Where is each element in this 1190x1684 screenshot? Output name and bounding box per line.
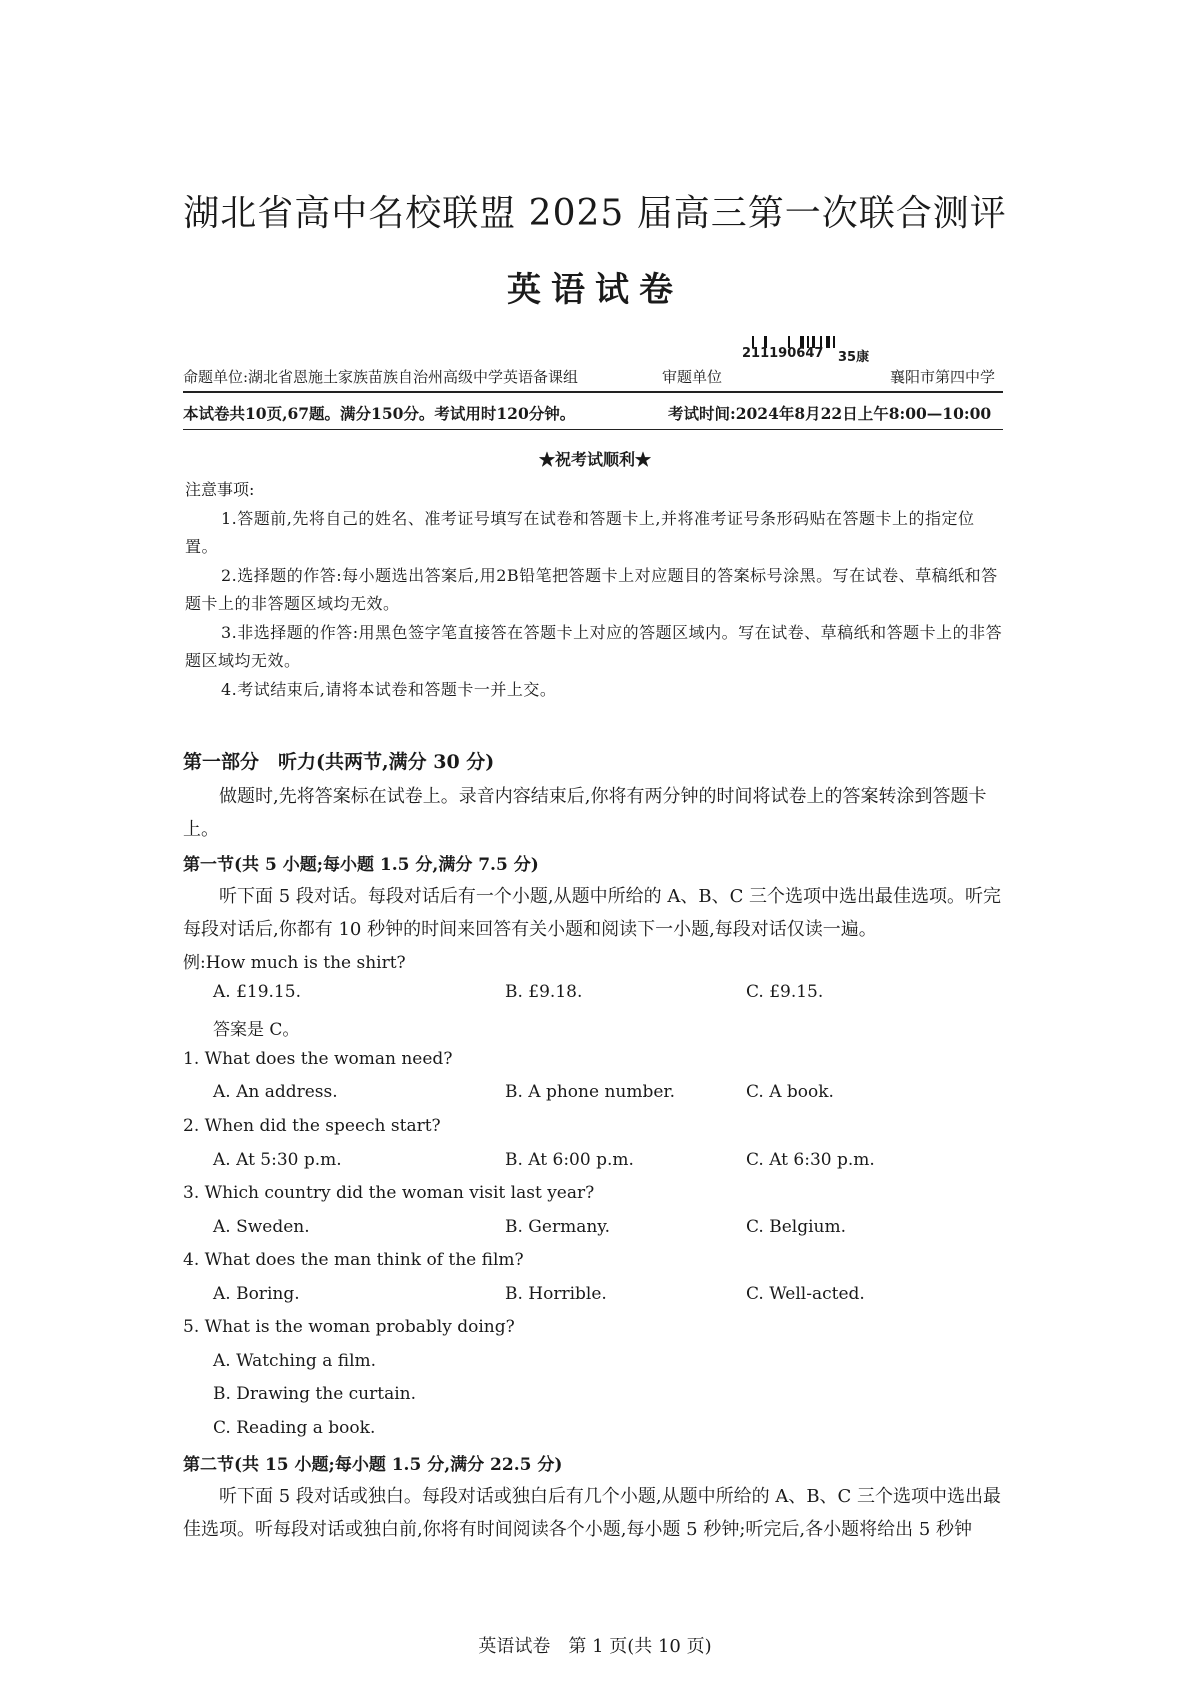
header-divider <box>183 391 1003 393</box>
notice-item-2: 2.选择题的作答:每小题选出答案后,用2B铅笔把答题卡上对应题目的答案标号涂黑。写在试卷、草稿纸和答题卡上的非答题区域均无效。 <box>185 566 998 613</box>
notice-item-3: 3.非选择题的作答:用黑色签字笔直接答在答题卡上对应的答题区域内。写在试卷、草稿纸和答题卡上的非答题区域均无效。 <box>185 623 1003 670</box>
proposer-line: 命题单位:湖北省恩施土家族苗族自治州高级中学英语备课组 <box>183 368 579 386</box>
q1-option-c: C. A book. <box>746 1082 834 1102</box>
page-footer: 英语试卷 第 1 页(共 10 页) <box>478 1636 712 1657</box>
q3-option-b: B. Germany. <box>505 1217 611 1237</box>
q5-option-a: A. Watching a film. <box>213 1351 377 1371</box>
barcode-number: 211190647 <box>742 346 824 361</box>
q1-option-a: A. An address. <box>213 1082 338 1102</box>
q4-option-c: C. Well-acted. <box>746 1284 865 1304</box>
part1-intro: 做题时,先将答案标在试卷上。录音内容结束后,你将有两分钟的时间将试卷上的答案转涂到答题卡上。 <box>183 786 987 840</box>
q5-option-b: B. Drawing the curtain. <box>213 1384 417 1404</box>
notice-heading: 注意事项: <box>185 480 255 499</box>
barcode-suffix: 35康 <box>838 350 870 365</box>
exam-info-right: 考试时间:2024年8月22日上午8:00—10:00 <box>668 404 992 423</box>
q1-option-b: B. A phone number. <box>505 1082 676 1102</box>
question-2: 2. When did the speech start? <box>183 1116 441 1136</box>
barcode-stamp <box>742 336 882 365</box>
example-question: 例:How much is the shirt? <box>183 953 406 973</box>
exam-info-left: 本试卷共10页,67题。满分150分。考试用时120分钟。 <box>183 404 576 423</box>
section2-heading: 第二节(共 15 小题;每小题 1.5 分,满分 22.5 分) <box>183 1455 563 1475</box>
exam-title: 湖北省高中名校联盟 2025 届高三第一次联合测评 <box>183 193 1007 234</box>
q3-option-a: A. Sweden. <box>213 1217 310 1237</box>
part1-heading: 第一部分 听力(共两节,满分 30 分) <box>183 751 495 773</box>
question-3: 3. Which country did the woman visit last year? <box>183 1183 595 1203</box>
question-5: 5. What is the woman probably doing? <box>183 1317 515 1337</box>
example-answer: 答案是 C。 <box>213 1020 300 1040</box>
notice-item-1: 1.答题前,先将自己的姓名、准考证号填写在试卷和答题卡上,并将准考证号条形码贴在答题卡上的指定位置。 <box>185 509 975 556</box>
section1-heading: 第一节(共 5 小题;每小题 1.5 分,满分 7.5 分) <box>183 855 539 875</box>
q5-option-c: C. Reading a book. <box>213 1418 376 1438</box>
question-1: 1. What does the woman need? <box>183 1049 453 1069</box>
section1-intro: 听下面 5 段对话。每段对话后有一个小题,从题中所给的 A、B、C 三个选项中选出最佳选项。听完每段对话后,你都有 10 秒钟的时间来回答有关小题和阅读下一小题,每段对话仅读一遍。 <box>183 886 1002 940</box>
question-4: 4. What does the man think of the film? <box>183 1250 524 1270</box>
q2-option-b: B. At 6:00 p.m. <box>505 1150 634 1170</box>
good-luck-line: ★祝考试顺利★ <box>538 450 651 469</box>
example-option-b: B. £9.18. <box>505 982 583 1002</box>
q2-option-a: A. At 5:30 p.m. <box>213 1150 342 1170</box>
q2-option-c: C. At 6:30 p.m. <box>746 1150 875 1170</box>
q4-option-a: A. Boring. <box>213 1284 300 1304</box>
reviewer-label: 审题单位 <box>662 368 723 386</box>
section2-intro: 听下面 5 段对话或独白。每段对话或独白后有几个小题,从题中所给的 A、B、C 三个选项中选出最佳选项。听每段对话或独白前,你将有时间阅读各个小题,每小题 5 秒钟;听完后,各小题将给出 5 秒钟 <box>183 1486 1002 1540</box>
example-option-a: A. £19.15. <box>213 982 301 1002</box>
example-option-c: C. £9.15. <box>746 982 824 1002</box>
q4-option-b: B. Horrible. <box>505 1284 607 1304</box>
notice-item-4: 4.考试结束后,请将本试卷和答题卡一并上交。 <box>221 680 557 699</box>
exam-subtitle: 英语试卷 <box>507 270 683 310</box>
q3-option-c: C. Belgium. <box>746 1217 846 1237</box>
info-divider <box>183 429 1003 430</box>
reviewer-school: 襄阳市第四中学 <box>890 368 996 386</box>
